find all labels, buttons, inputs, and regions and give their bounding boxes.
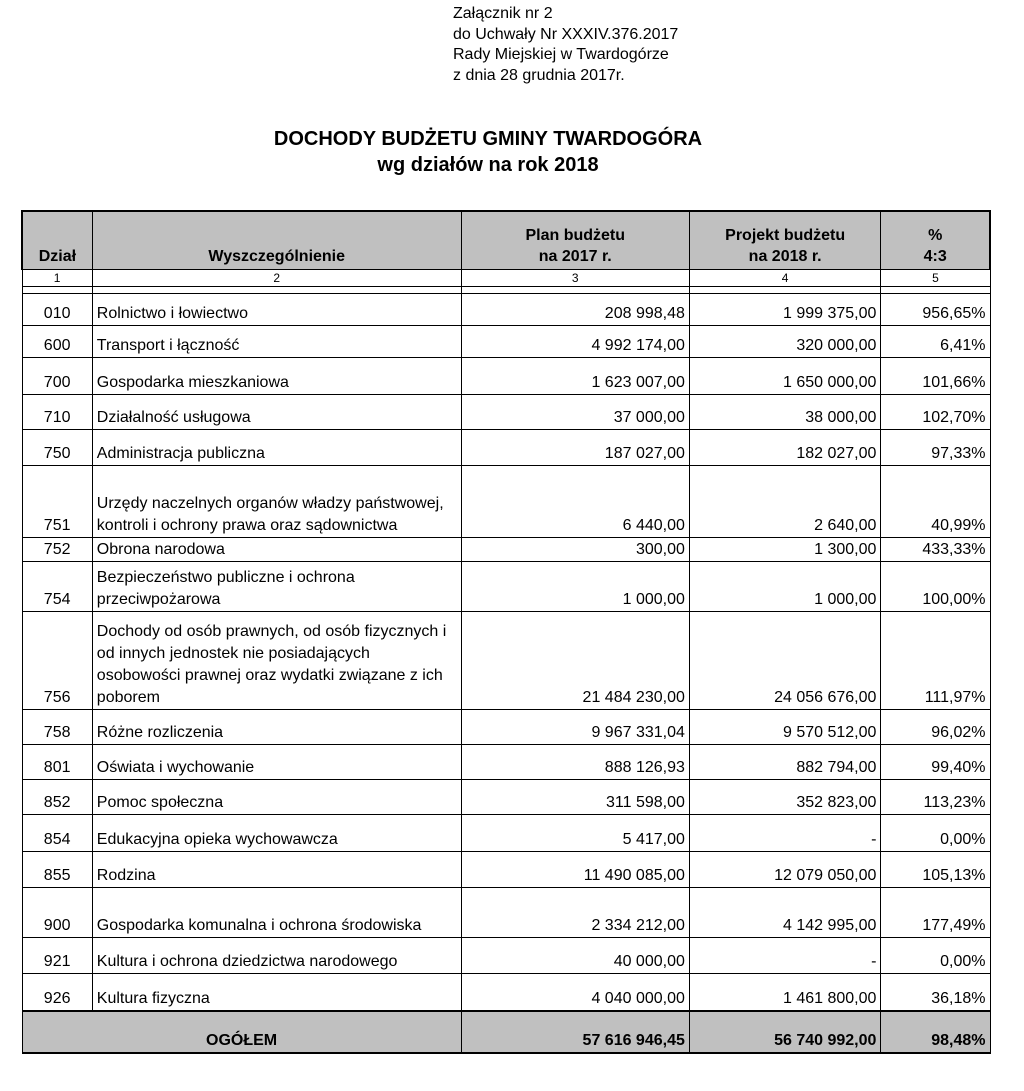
table-row	[22, 815, 990, 852]
budget-table	[21, 210, 991, 1054]
table-row	[22, 466, 990, 538]
dzial-name: Rolnictwo i łowiectwo	[92, 294, 461, 326]
dzial-code: 751	[22, 466, 92, 538]
dzial-code: 801	[22, 745, 92, 780]
projekt-value: 1 650 000,00	[689, 358, 881, 395]
header-percent	[881, 211, 990, 270]
percent-value: 100,00%	[881, 562, 990, 612]
dzial-name: Gospodarka mieszkaniowa	[92, 358, 461, 395]
dzial-code: 754	[22, 562, 92, 612]
dzial-code: 700	[22, 358, 92, 395]
page-subtitle: wg działów na rok 2018	[377, 154, 599, 176]
projekt-value: -	[689, 938, 881, 974]
percent-value: 433,33%	[881, 538, 990, 562]
projekt-value: 882 794,00	[689, 745, 881, 780]
dzial-code: 921	[22, 938, 92, 974]
plan-value: 6 440,00	[461, 466, 689, 538]
projekt-value: 320 000,00	[689, 326, 881, 358]
projekt-value: 12 079 050,00	[689, 852, 881, 888]
header-projekt	[689, 211, 881, 270]
percent-value: 105,13%	[881, 852, 990, 888]
total-plan: 57 616 946,45	[461, 1011, 689, 1053]
percent-value: 101,66%	[881, 358, 990, 395]
plan-value: 888 126,93	[461, 745, 689, 780]
annex-line-1: Załącznik nr 2	[453, 5, 553, 22]
dzial-code: 710	[22, 395, 92, 430]
header-percent-line-2: 4:3	[923, 248, 947, 265]
dzial-code: 600	[22, 326, 92, 358]
header-projekt-line-1: Projekt budżetu	[725, 227, 846, 244]
dzial-name: Transport i łączność	[92, 326, 461, 358]
table-row	[22, 612, 990, 710]
header-projekt-line-2: na 2018 r.	[748, 248, 822, 265]
header-plan	[461, 211, 689, 270]
plan-value: 9 967 331,04	[461, 710, 689, 745]
plan-value: 300,00	[461, 538, 689, 562]
projekt-value: -	[689, 815, 881, 852]
dzial-name: Kultura i ochrona dziedzictwa narodowego	[92, 938, 461, 974]
percent-value: 99,40%	[881, 745, 990, 780]
table-row	[22, 852, 990, 888]
total-label: OGÓŁEM	[22, 1011, 461, 1053]
dzial-name: Obrona narodowa	[92, 538, 461, 562]
dzial-name: Rodzina	[92, 852, 461, 888]
column-number: 3	[461, 270, 689, 287]
percent-value: 97,33%	[881, 430, 990, 466]
plan-value: 4 040 000,00	[461, 974, 689, 1011]
header-plan-line-1: Plan budżetu	[525, 227, 626, 244]
total-row	[22, 1011, 990, 1053]
total-percent: 98,48%	[881, 1011, 990, 1053]
projekt-value: 1 000,00	[689, 562, 881, 612]
projekt-value: 1 300,00	[689, 538, 881, 562]
percent-value: 102,70%	[881, 395, 990, 430]
header-percent-line-1: %	[928, 227, 943, 244]
column-number: 4	[689, 270, 881, 287]
table-row	[22, 888, 990, 938]
annex-line-3: Rady Miejskiej w Twardogórze	[453, 46, 669, 63]
table-row	[22, 780, 990, 815]
percent-value: 113,23%	[881, 780, 990, 815]
dzial-code: 752	[22, 538, 92, 562]
column-number-row	[22, 270, 990, 287]
dzial-code: 750	[22, 430, 92, 466]
total-projekt: 56 740 992,00	[689, 1011, 881, 1053]
projekt-value: 38 000,00	[689, 395, 881, 430]
dzial-name: Działalność usługowa	[92, 395, 461, 430]
plan-value: 1 623 007,00	[461, 358, 689, 395]
dzial-code: 900	[22, 888, 92, 938]
table-row	[22, 538, 990, 562]
dzial-name: Dochody od osób prawnych, od osób fizycznych i od innych jednostek nie posiadających osobowości prawnej oraz wydatki związane z ich poborem	[92, 612, 461, 710]
plan-value: 2 334 212,00	[461, 888, 689, 938]
dzial-code: 756	[22, 612, 92, 710]
percent-value: 96,02%	[881, 710, 990, 745]
dzial-name: Kultura fizyczna	[92, 974, 461, 1011]
table-row	[22, 710, 990, 745]
annex-line-4: z dnia 28 grudnia 2017r.	[453, 66, 625, 84]
dzial-name: Edukacyjna opieka wychowawcza	[92, 815, 461, 852]
header-dzial: Dział	[22, 211, 92, 270]
page-title: DOCHODY BUDŻETU GMINY TWARDOGÓRA	[273, 128, 703, 150]
projekt-value: 2 640,00	[689, 466, 881, 538]
dzial-name: Gospodarka komunalna i ochrona środowiska	[92, 888, 461, 938]
plan-value: 187 027,00	[461, 430, 689, 466]
spacer-row	[22, 287, 990, 294]
dzial-code: 854	[22, 815, 92, 852]
table-row	[22, 974, 990, 1011]
dzial-code: 855	[22, 852, 92, 888]
plan-value: 1 000,00	[461, 562, 689, 612]
column-number: 1	[22, 270, 92, 287]
plan-value: 4 992 174,00	[461, 326, 689, 358]
projekt-value: 1 461 800,00	[689, 974, 881, 1011]
dzial-name: Oświata i wychowanie	[92, 745, 461, 780]
plan-value: 40 000,00	[461, 938, 689, 974]
table-header-row	[22, 211, 990, 270]
projekt-value: 1 999 375,00	[689, 294, 881, 326]
plan-value: 208 998,48	[461, 294, 689, 326]
table-row	[22, 395, 990, 430]
projekt-value: 24 056 676,00	[689, 612, 881, 710]
percent-value: 956,65%	[881, 294, 990, 326]
projekt-value: 4 142 995,00	[689, 888, 881, 938]
column-number: 5	[881, 270, 990, 287]
projekt-value: 9 570 512,00	[689, 710, 881, 745]
percent-value: 0,00%	[881, 815, 990, 852]
plan-value: 21 484 230,00	[461, 612, 689, 710]
dzial-name: Różne rozliczenia	[92, 710, 461, 745]
dzial-code: 926	[22, 974, 92, 1011]
projekt-value: 352 823,00	[689, 780, 881, 815]
dzial-name: Urzędy naczelnych organów władzy państwowej, kontroli i ochrony prawa oraz sądownictwa	[92, 466, 461, 538]
plan-value: 37 000,00	[461, 395, 689, 430]
plan-value: 5 417,00	[461, 815, 689, 852]
table-row	[22, 294, 990, 326]
column-number: 2	[92, 270, 461, 287]
percent-value: 177,49%	[881, 888, 990, 938]
dzial-name: Bezpieczeństwo publiczne i ochrona przeciwpożarowa	[92, 562, 461, 612]
dzial-code: 758	[22, 710, 92, 745]
percent-value: 6,41%	[881, 326, 990, 358]
header-plan-line-2: na 2017 r.	[538, 248, 612, 265]
percent-value: 40,99%	[881, 466, 990, 538]
table-row	[22, 326, 990, 358]
annex-line-2: do Uchwały Nr XXXIV.376.2017	[453, 25, 679, 43]
plan-value: 11 490 085,00	[461, 852, 689, 888]
header-wyszczegolnienie: Wyszczególnienie	[92, 211, 461, 270]
dzial-code: 010	[22, 294, 92, 326]
dzial-code: 852	[22, 780, 92, 815]
dzial-name: Pomoc społeczna	[92, 780, 461, 815]
annex-header	[453, 4, 678, 86]
percent-value: 111,97%	[881, 612, 990, 710]
projekt-value: 182 027,00	[689, 430, 881, 466]
dzial-name: Administracja publiczna	[92, 430, 461, 466]
plan-value: 311 598,00	[461, 780, 689, 815]
table-row	[22, 358, 990, 395]
table-row	[22, 745, 990, 780]
table-row	[22, 562, 990, 612]
table-row	[22, 430, 990, 466]
percent-value: 36,18%	[881, 974, 990, 1011]
table-row	[22, 938, 990, 974]
percent-value: 0,00%	[881, 938, 990, 974]
